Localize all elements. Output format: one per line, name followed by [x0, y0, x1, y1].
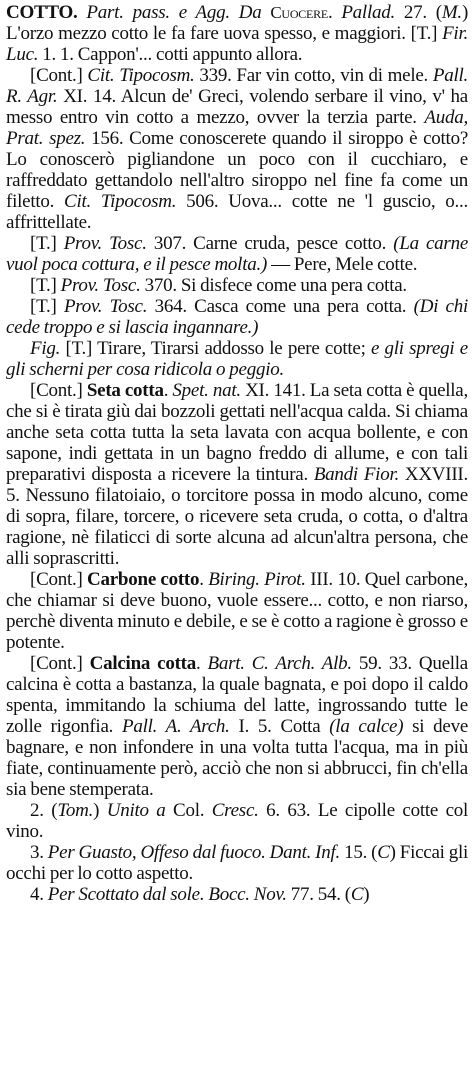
headword-bold: COTTO	[6, 2, 74, 23]
citation-italic: Per Scottato dal sole. Bocc. Nov.	[47, 884, 287, 905]
citation-italic: Cit. Tipocosm.	[87, 65, 195, 86]
text-segment: .	[163, 380, 173, 401]
text-segment: 2. (	[30, 800, 58, 821]
text-segment: [Cont.]	[30, 380, 87, 401]
text-segment: )	[93, 800, 107, 821]
text-segment: [T.]	[30, 296, 64, 317]
text-segment: [T.]	[30, 233, 64, 254]
text-segment: 364. Casca come una pera cotta.	[147, 296, 414, 317]
text-segment: .	[327, 2, 342, 23]
text-segment: .	[199, 569, 209, 590]
text-segment: [T.] Tirare, Tirarsi addosso le pere cotte;	[60, 338, 371, 359]
paragraph-fig	[6, 338, 468, 380]
text-segment: 307. Carne cruda, pesce cotto.	[146, 233, 394, 254]
text-segment: [Cont.]	[30, 653, 90, 674]
citation-italic: Cit. Tipocosm.	[64, 191, 177, 212]
text-segment: ) Ficcai gli occhi per lo cotto aspetto.	[6, 842, 469, 884]
text-segment: XI. 141. La seta cotta è quella, che si è tirata giù dai bozzoli gettati nell'acqua calda. Si chiama anche seta cotta tutta la seta lavata con acqua bollente, e con sapone, indi gettata in un bagno freddo di allume, e con tali preparativi disposta a ricevere la tintura.	[6, 380, 468, 485]
citation-italic: Pall. R. Agr.	[6, 65, 469, 107]
text-segment: 339. Far vin cotto, vin di mele.	[194, 65, 433, 86]
citation-italic: Fig.	[30, 338, 61, 359]
text-segment: 506. Uova... cotte ne 'l guscio, o... affrittellate.	[6, 191, 468, 233]
paragraph-definition	[6, 2, 468, 65]
text-segment: 3.	[30, 842, 48, 863]
text-segment: 1. 1. Cappon'... cotti appunto allora.	[38, 44, 303, 65]
citation-italic: Prov. Tosc.	[63, 296, 148, 317]
text-segment: XXVIII. 5. Nessuno filatoiaio, o torcitore possa in modo alcuno, come di sopra, filare, torcere, o ricevere seta cruda, o cotta, o d'altra ragione, nè filaticci di sorte alcuna ad alcun'altra persona, che alli soprascritti.	[6, 464, 468, 569]
paragraph-calcina-cotta	[6, 653, 468, 800]
text-segment: 370. Si disfece come una pera cotta.	[140, 275, 407, 296]
text-segment: 4.	[30, 884, 48, 905]
citation-italic: Bandi Fior.	[313, 464, 399, 485]
citation-italic: Cresc.	[211, 800, 259, 821]
paragraph-tipocosm	[6, 65, 468, 233]
small-caps-segment: Cuocere	[270, 3, 328, 22]
citation-italic: Unito a	[106, 800, 166, 821]
headword-bold: Seta cotta	[86, 380, 164, 401]
paragraph-sense-4	[6, 884, 468, 905]
paragraph-carbone-cotto	[6, 569, 468, 653]
paragraph-prov-364	[6, 296, 468, 338]
citation-italic: Pall. A. Arch.	[121, 716, 230, 737]
text-segment: )	[363, 884, 370, 905]
text-segment: 156. Come conoscerete quando il siroppo è cotto? Lo conoscerò pigliandone un poco con il cucchiaro, e raffreddato gettandolo nell'altro siroppo nel fine fa come un filetto.	[6, 128, 469, 212]
text-segment: 59. 33. Quella calcina è cotta a bastanza, la quale bagnata, e poi dopo il caldo spenta, immitando la schiuma del latte, ingrossando tutte le zolle rigonfia.	[6, 653, 468, 737]
citation-italic: (Di chi cede troppo e si lascia ingannare.)	[6, 296, 469, 338]
entry-cotto	[6, 2, 468, 905]
citation-italic: C	[350, 884, 364, 905]
text-segment: 6. 63. Le cipolle cotte col vino.	[6, 800, 469, 842]
paragraph-sense-2	[6, 800, 468, 842]
text-segment: 15. (	[340, 842, 378, 863]
text-segment: 27. (	[395, 2, 442, 23]
citation-italic: (La carne vuol poca cottura, e il pesce molta.)	[6, 233, 469, 275]
text-segment: [Cont.]	[30, 569, 88, 590]
citation-italic: Spet. nat.	[172, 380, 241, 401]
text-segment: I. 5. Cotta	[229, 716, 330, 737]
headword-bold: Carbone cotto	[87, 569, 200, 590]
paragraph-prov-307	[6, 233, 468, 275]
citation-italic: Tom.	[57, 800, 94, 821]
text-segment: 77. 54. (	[286, 884, 351, 905]
citation-italic: Prov. Tosc.	[63, 233, 147, 254]
text-segment: — Pere, Mele cotte.	[267, 254, 418, 275]
text-segment: [Cont.]	[30, 65, 88, 86]
citation-italic: e gli spregi e gli scherni per cosa ridicola o peggio.	[6, 338, 468, 380]
paragraph-sense-3	[6, 842, 468, 884]
text-segment: si deve bagnare, e non infondere in una volta tutta l'acqua, ma in più fiate, continuamente però, acciò che non si abbrucci, fin ch'ella sia bene stemperata.	[6, 716, 468, 800]
text-segment: III. 10. Quel carbone, che chiamar si deve buono, vuole essere... cotto, e non riarso, perchè diventa minuto e debile, e se è cotto a ragione è grosso e potente.	[6, 569, 469, 653]
text-segment: Col.	[165, 800, 212, 821]
text-segment: XI. 14. Alcun de' Greci, volendo serbare il vino, v' ha messo entro vin cotto a mezzo, ovver la terzia parte.	[6, 86, 468, 128]
paragraph-prov-370	[6, 275, 468, 296]
text-segment: .	[195, 653, 208, 674]
citation-italic: (la calce)	[329, 716, 404, 737]
text-segment: [T.]	[30, 275, 61, 296]
citation-italic: Pallad.	[341, 2, 395, 23]
paragraph-seta-cotta	[6, 380, 468, 569]
citation-italic: Prov. Tosc.	[60, 275, 141, 296]
citation-italic: Part. pass. e Agg. Da	[86, 2, 271, 23]
citation-italic: M.	[441, 2, 462, 23]
headword-bold: Calcina cotta	[89, 653, 196, 674]
citation-italic: Bart. C. Arch. Alb.	[207, 653, 352, 674]
citation-italic: Biring. Pirot.	[208, 569, 306, 590]
text-segment: ) L'orzo mezzo cotto le fa fare uova spesso, e maggiori. [T.]	[6, 2, 469, 44]
headword-bold: .	[73, 2, 87, 23]
citation-italic: Per Guasto, Offeso dal fuoco. Dant. Inf.	[47, 842, 341, 863]
citation-italic: Auda, Prat. spez.	[6, 107, 468, 149]
citation-italic: C	[377, 842, 390, 863]
citation-italic: Fir. Luc.	[6, 23, 468, 65]
